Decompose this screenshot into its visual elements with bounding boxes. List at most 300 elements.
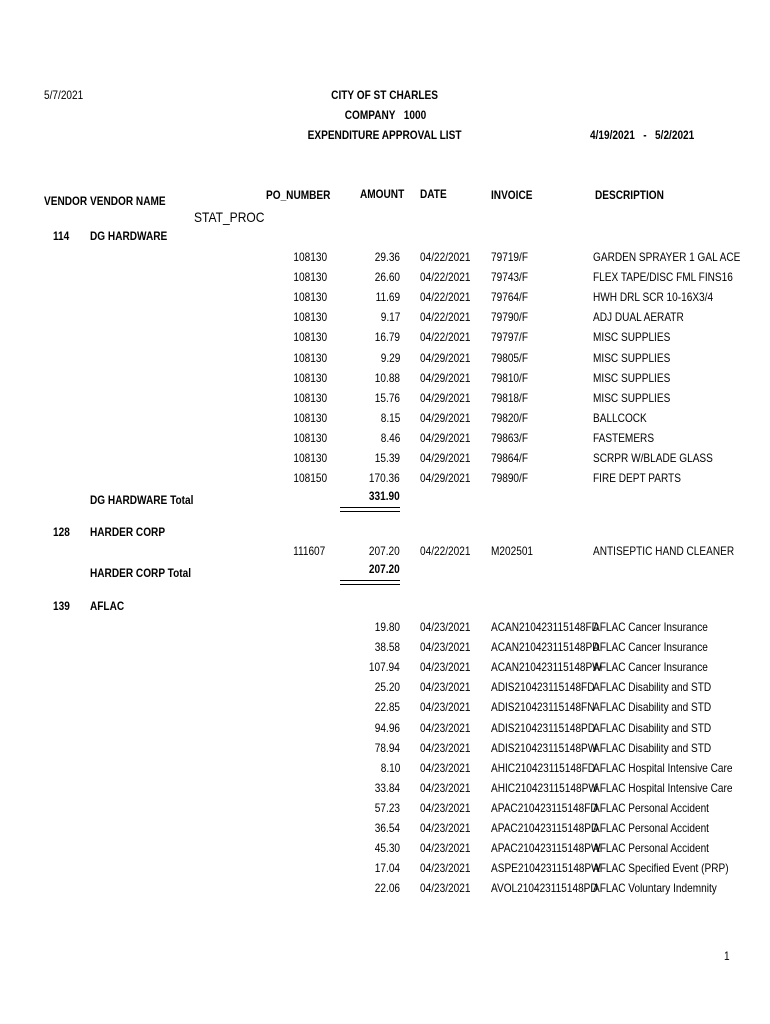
- description-cell: [593, 640, 730, 654]
- po-number-text: 108130: [293, 310, 328, 324]
- date-text: 04/22/2021: [420, 330, 471, 344]
- po-number-cell: [287, 781, 318, 795]
- amount-cell: [340, 411, 400, 425]
- description-cell: [593, 821, 731, 835]
- amount-cell: [340, 801, 400, 815]
- amount-cell: [340, 290, 400, 304]
- table-row: [0, 680, 770, 696]
- amount-cell: [340, 781, 400, 795]
- description-cell: [593, 371, 685, 385]
- invoice-cell: [491, 781, 598, 795]
- amount-cell: [340, 371, 400, 385]
- invoice-cell: [491, 620, 599, 634]
- invoice-cell: [491, 660, 602, 674]
- date-cell: [420, 371, 480, 385]
- print-date: 5/7/2021: [44, 88, 84, 102]
- description-cell: [593, 660, 730, 674]
- invoice-cell: [491, 821, 599, 835]
- report-title-line1: CITY OF ST CHARLES: [331, 88, 439, 102]
- description-cell: [593, 841, 731, 855]
- date-cell: [420, 781, 480, 795]
- amount-cell: [340, 881, 400, 895]
- date-cell: [420, 861, 480, 875]
- invoice-text: 79810/F: [491, 371, 528, 385]
- description-cell: [593, 411, 657, 425]
- invoice-text: ACAN210423115148FD: [491, 620, 599, 634]
- amount-text: 8.46: [380, 431, 400, 445]
- po-number-text: 111607: [293, 544, 326, 558]
- amount-text: 9.29: [380, 351, 400, 365]
- vendor-id-text: 128: [53, 525, 70, 539]
- table-row: [0, 250, 770, 266]
- date-cell: [420, 680, 480, 694]
- vendor-name: [90, 525, 179, 539]
- po-number-cell: [287, 680, 318, 694]
- vendor-name-text: DG HARDWARE: [90, 229, 168, 243]
- table-row: [0, 351, 770, 367]
- vendor-name-text: AFLAC: [90, 599, 125, 613]
- description-cell: [593, 680, 734, 694]
- invoice-text: AHIC210423115148PW: [491, 781, 598, 795]
- date-cell: [420, 761, 480, 775]
- date-text: 04/29/2021: [420, 431, 471, 445]
- description-cell: [593, 861, 754, 875]
- po-number-cell: [287, 741, 318, 755]
- invoice-cell: [491, 471, 589, 485]
- date-range-separator: -: [643, 128, 647, 142]
- table-row: [0, 861, 770, 877]
- invoice-text: APAC210423115148PD: [491, 821, 599, 835]
- invoice-text: 79719/F: [491, 250, 528, 264]
- table-row: [0, 821, 770, 837]
- invoice-cell: [491, 640, 600, 654]
- date-cell: [420, 881, 480, 895]
- table-row: [0, 841, 770, 857]
- table-row: [0, 451, 770, 467]
- table-row: [0, 371, 770, 387]
- description-text: AFLAC Cancer Insurance: [593, 660, 708, 674]
- po-number-text: 108130: [293, 290, 328, 304]
- amount-text: 19.80: [374, 620, 400, 634]
- amount-cell: [340, 391, 400, 405]
- amount-text: 33.84: [374, 781, 400, 795]
- description-cell: [593, 761, 759, 775]
- date-text: 04/29/2021: [420, 371, 471, 385]
- table-row: [0, 620, 770, 636]
- description-text: AFLAC Cancer Insurance: [593, 620, 708, 634]
- invoice-cell: [491, 250, 589, 264]
- po-number-text: 108130: [293, 451, 328, 465]
- date-cell: [420, 290, 480, 304]
- invoice-text: 79890/F: [491, 471, 528, 485]
- date-text: 04/23/2021: [420, 680, 471, 694]
- vendor-name-text: HARDER CORP: [90, 525, 166, 539]
- description-text: MISC SUPPLIES: [593, 371, 671, 385]
- table-row: [0, 741, 770, 757]
- description-text: MISC SUPPLIES: [593, 330, 671, 344]
- invoice-cell: [491, 801, 598, 815]
- vendor-id: [53, 229, 72, 243]
- vendor-id: [53, 525, 73, 539]
- invoice-cell: [491, 881, 598, 895]
- date-text: 04/22/2021: [420, 544, 471, 558]
- date-text: 04/29/2021: [420, 411, 471, 425]
- date-text: 04/23/2021: [420, 660, 471, 674]
- date-cell: [420, 351, 480, 365]
- date-text: 04/23/2021: [420, 620, 471, 634]
- po-number-cell: [287, 881, 318, 895]
- date-cell: [420, 250, 480, 264]
- description-text: MISC SUPPLIES: [593, 391, 671, 405]
- column-header-invoice: INVOICE: [491, 188, 533, 202]
- po-number-cell: [287, 640, 318, 654]
- invoice-text: 79797/F: [491, 330, 528, 344]
- amount-text: 207.20: [369, 544, 400, 558]
- column-header-po-number: PO_NUMBER: [266, 188, 331, 202]
- invoice-text: AVOL210423115148PD: [491, 881, 598, 895]
- description-text: GARDEN SPRAYER 1 GAL ACE: [593, 250, 741, 264]
- po-number-cell: [287, 371, 328, 385]
- date-cell: [420, 310, 480, 324]
- date-text: 04/22/2021: [420, 250, 471, 264]
- invoice-text: 79863/F: [491, 431, 528, 445]
- description-cell: [593, 290, 736, 304]
- description-text: BALLCOCK: [593, 411, 647, 425]
- table-row: [0, 270, 770, 286]
- vendor-id-text: 139: [53, 599, 70, 613]
- date-text: 04/23/2021: [420, 841, 471, 855]
- amount-cell: [340, 841, 400, 855]
- amount-text: 10.88: [374, 371, 400, 385]
- date-cell: [420, 640, 480, 654]
- date-cell: [420, 841, 480, 855]
- amount-text: 15.76: [374, 391, 400, 405]
- vendor-id: [53, 599, 73, 613]
- amount-cell: [340, 821, 400, 835]
- column-header-stat-proc: STAT_PROC: [194, 209, 265, 225]
- amount-text: 45.30: [374, 841, 400, 855]
- date-cell: [420, 330, 480, 344]
- invoice-text: 79864/F: [491, 451, 528, 465]
- table-row: [0, 330, 770, 346]
- amount-text: 107.94: [369, 660, 400, 674]
- date-text: 04/23/2021: [420, 761, 471, 775]
- description-cell: [593, 801, 731, 815]
- po-number-cell: [287, 620, 318, 634]
- table-row: [0, 411, 770, 427]
- vendor-total-label-text: DG HARDWARE Total: [90, 493, 194, 507]
- table-row: [0, 640, 770, 656]
- date-text: 04/23/2021: [420, 781, 471, 795]
- date-cell: [420, 270, 480, 284]
- amount-cell: [340, 431, 400, 445]
- date-range-end: 5/2/2021: [655, 128, 695, 142]
- amount-cell: [340, 544, 400, 558]
- date-range-start: 4/19/2021: [590, 128, 635, 142]
- invoice-text: ADIS210423115148PW: [491, 741, 598, 755]
- date-text: 04/23/2021: [420, 700, 471, 714]
- description-cell: [593, 781, 759, 795]
- po-number-text: 108130: [293, 411, 328, 425]
- po-number-cell: [287, 721, 318, 735]
- invoice-text: ADIS210423115148PD: [491, 721, 596, 735]
- date-text: 04/23/2021: [420, 801, 471, 815]
- description-text: AFLAC Personal Accident: [593, 821, 709, 835]
- po-number-cell: [287, 821, 318, 835]
- invoice-cell: [491, 451, 589, 465]
- amount-text: 36.54: [374, 821, 400, 835]
- po-number-cell: [287, 861, 318, 875]
- description-text: AFLAC Voluntary Indemnity: [593, 881, 717, 895]
- report-title-line2: COMPANY 1000: [344, 108, 426, 122]
- invoice-cell: [491, 290, 589, 304]
- invoice-cell: [491, 841, 601, 855]
- amount-cell: [340, 270, 400, 284]
- description-text: AFLAC Disability and STD: [593, 680, 712, 694]
- po-number-text: 108130: [293, 391, 328, 405]
- column-header-amount: AMOUNT: [360, 187, 405, 201]
- vendor-total-amount-text: 331.90: [369, 489, 400, 503]
- po-number-cell: [287, 431, 328, 445]
- date-text: 04/23/2021: [420, 741, 471, 755]
- description-cell: [593, 544, 761, 558]
- po-number-cell: [287, 391, 328, 405]
- report-title-line3: EXPENDITURE APPROVAL LIST: [308, 128, 462, 142]
- amount-cell: [340, 310, 400, 324]
- amount-text: 9.17: [380, 310, 400, 324]
- date-cell: [420, 660, 480, 674]
- invoice-text: 79764/F: [491, 290, 528, 304]
- total-double-underline: [340, 580, 400, 585]
- invoice-text: AHIC210423115148FD: [491, 761, 596, 775]
- table-row: [0, 801, 770, 817]
- column-header-description: DESCRIPTION: [595, 188, 664, 202]
- po-number-cell: [287, 801, 318, 815]
- date-text: 04/29/2021: [420, 471, 471, 485]
- invoice-text: ASPE210423115148PW: [491, 861, 601, 875]
- amount-cell: [340, 741, 400, 755]
- amount-cell: [340, 351, 400, 365]
- vendor-total-label-text: HARDER CORP Total: [90, 566, 191, 580]
- amount-cell: [340, 620, 400, 634]
- description-text: AFLAC Disability and STD: [593, 741, 712, 755]
- table-row: [0, 471, 770, 487]
- date-cell: [420, 391, 480, 405]
- amount-cell: [340, 680, 400, 694]
- description-text: SCRPR W/BLADE GLASS: [593, 451, 713, 465]
- column-header-vendor-name: VENDOR NAME: [90, 194, 166, 208]
- po-number-cell: [287, 544, 326, 558]
- invoice-cell: [491, 680, 595, 694]
- description-cell: [593, 310, 701, 324]
- invoice-cell: [491, 431, 589, 445]
- date-text: 04/23/2021: [420, 721, 471, 735]
- column-header-date: DATE: [420, 187, 447, 201]
- amount-text: 22.06: [374, 881, 400, 895]
- vendor-total-amount: [340, 489, 400, 503]
- date-text: 04/22/2021: [420, 290, 471, 304]
- description-cell: [593, 351, 685, 365]
- invoice-cell: [491, 721, 596, 735]
- date-cell: [420, 801, 480, 815]
- date-cell: [420, 741, 480, 755]
- date-cell: [420, 620, 480, 634]
- amount-text: 8.15: [380, 411, 400, 425]
- amount-cell: [340, 250, 400, 264]
- po-number-text: 108150: [293, 471, 328, 485]
- date-text: 04/29/2021: [420, 451, 471, 465]
- description-cell: [593, 270, 760, 284]
- po-number-cell: [287, 841, 318, 855]
- table-row: [0, 391, 770, 407]
- amount-text: 57.23: [374, 801, 400, 815]
- vendor-name: [90, 599, 131, 613]
- invoice-text: ACAN210423115148PW: [491, 660, 602, 674]
- vendor-total-amount: [340, 562, 400, 576]
- invoice-cell: [491, 544, 589, 558]
- table-row: [0, 721, 770, 737]
- invoice-text: ADIS210423115148FN: [491, 700, 595, 714]
- invoice-cell: [491, 411, 589, 425]
- date-range: [590, 128, 714, 142]
- amount-cell: [340, 640, 400, 654]
- table-row: [0, 881, 770, 897]
- description-cell: [593, 881, 740, 895]
- invoice-text: ADIS210423115148FD: [491, 680, 595, 694]
- description-text: AFLAC Specified Event (PRP): [593, 861, 729, 875]
- po-number-cell: [287, 290, 328, 304]
- date-cell: [420, 471, 480, 485]
- date-cell: [420, 431, 480, 445]
- po-number-cell: [287, 351, 328, 365]
- table-row: [0, 660, 770, 676]
- description-cell: [593, 250, 768, 264]
- invoice-cell: [491, 700, 595, 714]
- invoice-text: ACAN210423115148PD: [491, 640, 600, 654]
- amount-text: 8.10: [380, 761, 400, 775]
- amount-text: 22.85: [374, 700, 400, 714]
- description-text: AFLAC Personal Accident: [593, 841, 709, 855]
- invoice-cell: [491, 270, 589, 284]
- invoice-cell: [491, 391, 589, 405]
- description-text: FLEX TAPE/DISC FML FINS16: [593, 270, 733, 284]
- description-cell: [593, 431, 666, 445]
- date-text: 04/23/2021: [420, 881, 471, 895]
- amount-text: 17.04: [374, 861, 400, 875]
- date-text: 04/23/2021: [420, 821, 471, 835]
- description-text: AFLAC Hospital Intensive Care: [593, 761, 733, 775]
- description-cell: [593, 721, 734, 735]
- amount-text: 11.69: [375, 290, 400, 304]
- po-number-cell: [287, 270, 328, 284]
- invoice-text: 79818/F: [491, 391, 528, 405]
- amount-text: 16.79: [374, 330, 400, 344]
- po-number-text: 108130: [293, 250, 328, 264]
- amount-cell: [340, 451, 400, 465]
- amount-cell: [340, 700, 400, 714]
- table-row: [0, 290, 770, 306]
- amount-text: 78.94: [374, 741, 400, 755]
- table-row: [0, 310, 770, 326]
- date-cell: [420, 721, 480, 735]
- date-cell: [420, 451, 480, 465]
- amount-text: 38.58: [374, 640, 400, 654]
- date-text: 04/22/2021: [420, 310, 471, 324]
- invoice-text: 79743/F: [491, 270, 528, 284]
- date-cell: [420, 411, 480, 425]
- amount-text: 25.20: [374, 680, 400, 694]
- table-row: [0, 781, 770, 797]
- invoice-text: APAC210423115148PW: [491, 841, 601, 855]
- vendor-total-label: [90, 493, 213, 507]
- invoice-cell: [491, 761, 596, 775]
- table-row: [0, 761, 770, 777]
- invoice-cell: [491, 371, 589, 385]
- page-number: 1: [724, 949, 730, 963]
- date-text: 04/22/2021: [420, 270, 471, 284]
- description-cell: [593, 741, 734, 755]
- description-text: MISC SUPPLIES: [593, 351, 671, 365]
- date-cell: [420, 544, 480, 558]
- description-text: AFLAC Hospital Intensive Care: [593, 781, 733, 795]
- invoice-text: M202501: [491, 544, 534, 558]
- description-cell: [593, 391, 685, 405]
- invoice-cell: [491, 330, 589, 344]
- invoice-text: 79790/F: [491, 310, 528, 324]
- amount-text: 94.96: [374, 721, 400, 735]
- amount-cell: [340, 330, 400, 344]
- po-number-cell: [287, 451, 328, 465]
- description-text: AFLAC Personal Accident: [593, 801, 709, 815]
- po-number-cell: [287, 700, 318, 714]
- po-number-text: 108130: [293, 330, 328, 344]
- po-number-cell: [287, 250, 328, 264]
- invoice-text: 79805/F: [491, 351, 528, 365]
- table-row: [0, 700, 770, 716]
- description-text: FASTEMERS: [593, 431, 655, 445]
- po-number-cell: [287, 660, 318, 674]
- date-text: 04/23/2021: [420, 640, 471, 654]
- description-cell: [593, 330, 685, 344]
- table-row: [0, 431, 770, 447]
- date-text: 04/29/2021: [420, 391, 471, 405]
- invoice-text: 79820/F: [491, 411, 528, 425]
- description-text: AFLAC Cancer Insurance: [593, 640, 708, 654]
- vendor-id-text: 114: [53, 229, 70, 243]
- amount-cell: [340, 721, 400, 735]
- vendor-total-label: [90, 566, 210, 580]
- amount-cell: [340, 761, 400, 775]
- amount-text: 170.36: [369, 471, 400, 485]
- po-number-cell: [287, 310, 328, 324]
- amount-cell: [340, 471, 400, 485]
- po-number-text: 108130: [293, 431, 328, 445]
- amount-text: 29.36: [374, 250, 400, 264]
- total-double-underline: [340, 507, 400, 512]
- date-cell: [420, 821, 480, 835]
- amount-text: 26.60: [374, 270, 400, 284]
- description-text: AFLAC Disability and STD: [593, 700, 712, 714]
- description-text: ANTISEPTIC HAND CLEANER: [593, 544, 735, 558]
- amount-cell: [340, 660, 400, 674]
- po-number-cell: [287, 761, 318, 775]
- invoice-cell: [491, 351, 589, 365]
- description-text: HWH DRL SCR 10-16X3/4: [593, 290, 714, 304]
- description-cell: [593, 620, 730, 634]
- description-cell: [593, 471, 698, 485]
- description-text: ADJ DUAL AERATR: [593, 310, 684, 324]
- po-number-cell: [287, 471, 328, 485]
